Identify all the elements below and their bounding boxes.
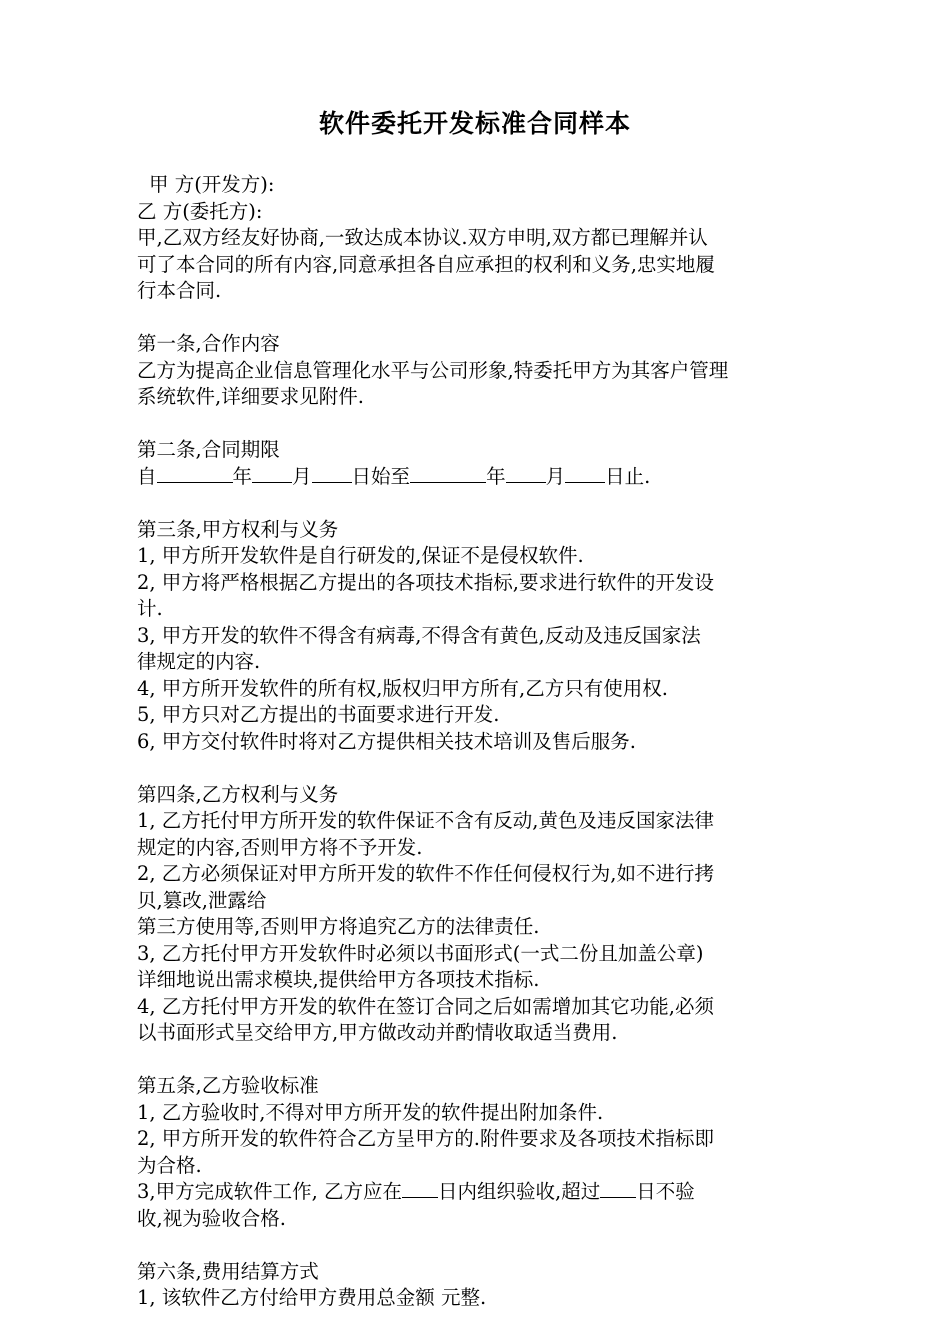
- article3-line: 1, 甲方所开发软件是自行研发的,保证不是侵权软件.: [137, 544, 584, 567]
- article4-line: 规定的内容,否则甲方将不予开发.: [137, 835, 423, 859]
- article3-line: 3, 甲方开发的软件不得含有病毒,不得含有黄色,反动及违反国家法: [137, 623, 701, 647]
- article6-heading: 第六条,费用结算方式: [137, 1259, 319, 1283]
- contract-body: [137, 172, 817, 1312]
- article5-line: 为合格.: [137, 1153, 202, 1177]
- paragraph-gap: [137, 1047, 817, 1074]
- term-year-text: 年: [232, 464, 253, 488]
- article3-line: 计.: [137, 597, 163, 620]
- preamble-line: 可了本合同的所有内容,同意承担各自应承担的权利和义务,忠实地履: [137, 252, 715, 276]
- document-title: 软件委托开发标准合同样本: [318, 109, 631, 138]
- term-day-end-text: 日止.: [605, 464, 651, 488]
- article5-heading: 第五条,乙方验收标准: [137, 1074, 319, 1097]
- article6-line: 1, 该软件乙方付给甲方费用总金额 元整.: [137, 1286, 487, 1309]
- preamble-line: 甲,乙双方经友好协商,一致达成本协议.双方申明,双方都已理解并认: [137, 226, 708, 249]
- article4-heading: 第四条,乙方权利与义务: [137, 782, 339, 806]
- article2-heading: 第二条,合同期限: [137, 438, 280, 461]
- article1-line: 系统软件,详细要求见附件.: [137, 385, 364, 408]
- article4-line: 贝,篡改,泄露给: [137, 888, 267, 912]
- contract-term-line: [137, 464, 817, 491]
- paragraph-gap: [137, 1232, 817, 1259]
- article4-line: 第三方使用等,否则甲方将追究乙方的法律责任.: [137, 915, 540, 938]
- article3-line: 5, 甲方只对乙方提出的书面要求进行开发.: [137, 703, 500, 726]
- end-month-blank: [506, 464, 546, 483]
- article4-line: 详细地说出需求模块,提供给甲方各项技术指标.: [137, 968, 540, 991]
- term-month-text: 月: [545, 464, 566, 488]
- term-from-text: 自: [137, 464, 157, 488]
- term-year-text: 年: [486, 464, 506, 488]
- paragraph-gap: [137, 755, 817, 782]
- article4-line: 以书面形式呈交给甲方,甲方做改动并酌情收取适当费用.: [137, 1021, 618, 1044]
- article4-line: 4, 乙方托付甲方开发的软件在签订合同之后如需增加其它功能,必须: [137, 994, 715, 1018]
- term-month-text: 月: [292, 464, 312, 488]
- article1-heading: 第一条,合作内容: [137, 332, 280, 355]
- acceptance-text: 日内组织验收,超过: [438, 1180, 601, 1203]
- article5-line: 1, 乙方验收时,不得对甲方所开发的软件提出附加条件.: [137, 1100, 604, 1124]
- paragraph-gap: [137, 411, 817, 438]
- start-year-blank: [157, 464, 233, 483]
- start-month-blank: [252, 464, 292, 483]
- start-day-blank: [312, 464, 352, 483]
- party-b-line: 乙 方(委托方):: [137, 199, 263, 223]
- term-day-start-text: 日始至: [351, 464, 411, 488]
- paragraph-gap: [137, 305, 817, 332]
- article3-line: 2, 甲方将严格根据乙方提出的各项技术指标,要求进行软件的开发设: [137, 570, 715, 594]
- acceptance-days-blank: [402, 1179, 438, 1198]
- party-a-line: 甲 方(开发方):: [149, 173, 275, 196]
- article4-line: 1, 乙方托付甲方所开发的软件保证不含有反动,黄色及违反国家法律: [137, 809, 715, 832]
- preamble-line: 行本合同.: [137, 279, 222, 302]
- article3-line: 4, 甲方所开发软件的所有权,版权归甲方所有,乙方只有使用权.: [137, 676, 668, 700]
- article4-line: 2, 乙方必须保证对甲方所开发的软件不作任何侵权行为,如不进行拷: [137, 862, 715, 885]
- article5-line: 2, 甲方所开发的软件符合乙方呈甲方的.附件要求及各项技术指标即: [137, 1127, 715, 1150]
- end-day-blank: [565, 464, 605, 483]
- article3-line: 6, 甲方交付软件时将对乙方提供相关技术培训及售后服务.: [137, 729, 637, 753]
- overdue-days-blank: [600, 1179, 636, 1198]
- article4-line: 3, 乙方托付甲方开发软件时必须以书面形式(一式二份且加盖公章): [137, 941, 704, 965]
- end-year-blank: [410, 464, 486, 483]
- article3-heading: 第三条,甲方权利与义务: [137, 517, 339, 541]
- paragraph-gap: [137, 490, 817, 517]
- article5-line: 收,视为验收合格.: [137, 1206, 286, 1230]
- acceptance-days-line: [137, 1179, 817, 1206]
- acceptance-text: 3,甲方完成软件工作, 乙方应在: [137, 1180, 403, 1203]
- article1-line: 乙方为提高企业信息管理化水平与公司形象,特委托甲方为其客户管理: [137, 358, 729, 382]
- acceptance-text: 日不验: [636, 1180, 695, 1203]
- article3-line: 律规定的内容.: [137, 650, 261, 673]
